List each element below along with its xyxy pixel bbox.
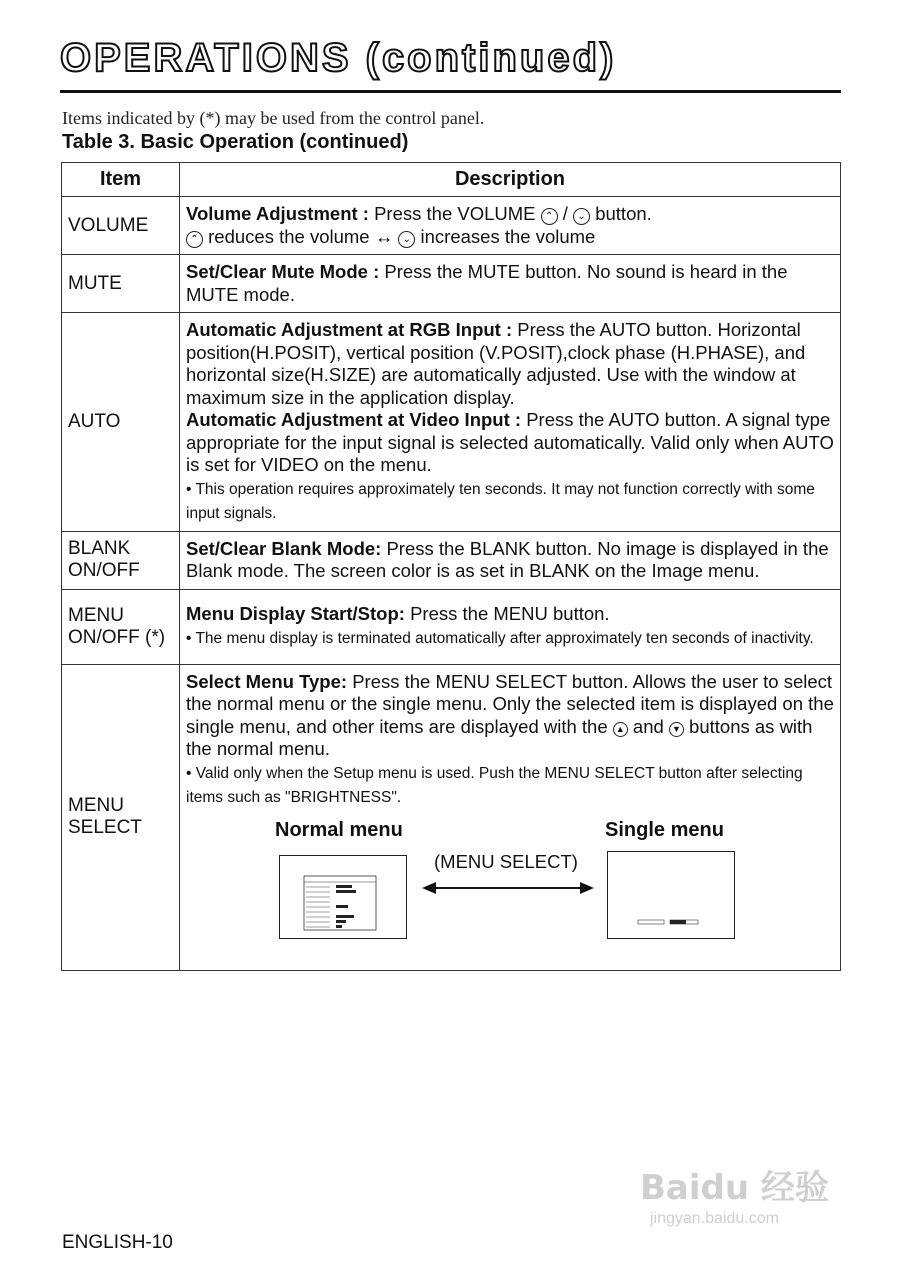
page-footer: ENGLISH-10 <box>62 1232 173 1253</box>
down-button-icon: ▼ <box>669 722 684 737</box>
table-title: Table 3. Basic Operation (continued) <box>62 131 409 153</box>
page-title: OPERATIONS (continued) <box>60 36 617 80</box>
menu-onoff-note: • The menu display is terminated automatically after approximately ten seconds of inactivity. <box>186 629 814 647</box>
item-blank: BLANK ON/OFF <box>62 531 180 589</box>
item-menu-select: MENU SELECT <box>62 664 180 970</box>
up-button-icon: ▲ <box>613 722 628 737</box>
description-menu-select: Select Menu Type: Press the MENU SELECT button. Allows the user to select the normal menu or the single menu. Only the selected item is displayed on the single menu, and other items are displayed with the ▲ and ▼ buttons as with the normal menu. • Valid only when the Setup menu is used. Push the MENU SELECT button after selecting items such as "BRIGHTNESS". Normal menu Single menu (MENU SELECT) <box>180 664 841 970</box>
description-volume: Volume Adjustment : Press the VOLUME ⌃ / ⌄ button. ⌃ reduces the volume ↔ ⌄ increases the volume <box>180 197 841 255</box>
description-menu-onoff: Menu Display Start/Stop: Press the MENU button. • The menu display is terminated automatically after approximately ten seconds of inactivity. <box>180 589 841 664</box>
menu-select-label: (MENU SELECT) <box>434 850 578 872</box>
table-row-volume <box>62 197 841 255</box>
volume-up-icon: ⌃ <box>186 231 203 248</box>
watermark-url: jingyan.baidu.com <box>650 1210 779 1227</box>
table-row-menu-select <box>62 664 841 970</box>
single-menu-illustration <box>608 852 734 938</box>
auto-note: • This operation requires approximately ten seconds. It may not function correctly with some input signals. <box>186 480 815 522</box>
operations-table <box>61 162 841 971</box>
single-menu-screen <box>607 851 735 939</box>
volume-down-icon: ⌄ <box>573 208 590 225</box>
double-arrow-icon: ↔ <box>374 225 394 247</box>
title-rule <box>60 90 841 93</box>
normal-menu-screen <box>279 855 407 939</box>
volume-down-icon: ⌄ <box>398 231 415 248</box>
description-auto: Automatic Adjustment at RGB Input : Press the AUTO button. Horizontal position(H.POSIT), vertical position (V.POSIT),clock phase (H.PHASE), and horizontal size(H.SIZE) are automatically adjusted. Use with the window at maximum size in the application display. Automatic Adjustment at Video Input : Press the AUTO button. A signal type appropriate for the input signal is selected automatically. Valid only when AUTO is set for VIDEO on the menu. • This operation requires approximately ten seconds. It may not function correctly with some input signals. <box>180 313 841 532</box>
table-row-mute <box>62 255 841 313</box>
normal-menu-illustration <box>280 856 406 938</box>
item-auto: AUTO <box>62 313 180 532</box>
item-menu-onoff: MENU ON/OFF (*) <box>62 589 180 664</box>
item-volume: VOLUME <box>62 197 180 255</box>
normal-menu-label: Normal menu <box>275 818 403 841</box>
watermark-brand: Baidu 经验 <box>640 1168 829 1208</box>
double-arrow-icon <box>422 881 594 895</box>
intro-text: Items indicated by (*) may be used from the control panel. <box>62 108 485 128</box>
column-header-description: Description <box>180 163 841 197</box>
single-menu-label: Single menu <box>605 818 724 841</box>
menu-select-note: • Valid only when the Setup menu is used. Push the MENU SELECT button after selecting items such as "BRIGHTNESS". <box>186 764 803 806</box>
table-header-row <box>62 163 841 197</box>
description-mute: Set/Clear Mute Mode : Press the MUTE button. No sound is heard in the MUTE mode. <box>180 255 841 313</box>
description-blank: Set/Clear Blank Mode: Press the BLANK button. No image is displayed in the Blank mode. The screen color is as set in BLANK on the Image menu. <box>180 531 841 589</box>
menu-diagram <box>186 819 835 964</box>
volume-up-icon: ⌃ <box>541 208 558 225</box>
column-header-item: Item <box>62 163 180 197</box>
table-row-blank <box>62 531 841 589</box>
item-mute: MUTE <box>62 255 180 313</box>
table-row-menu-onoff <box>62 589 841 664</box>
table-row-auto <box>62 313 841 532</box>
